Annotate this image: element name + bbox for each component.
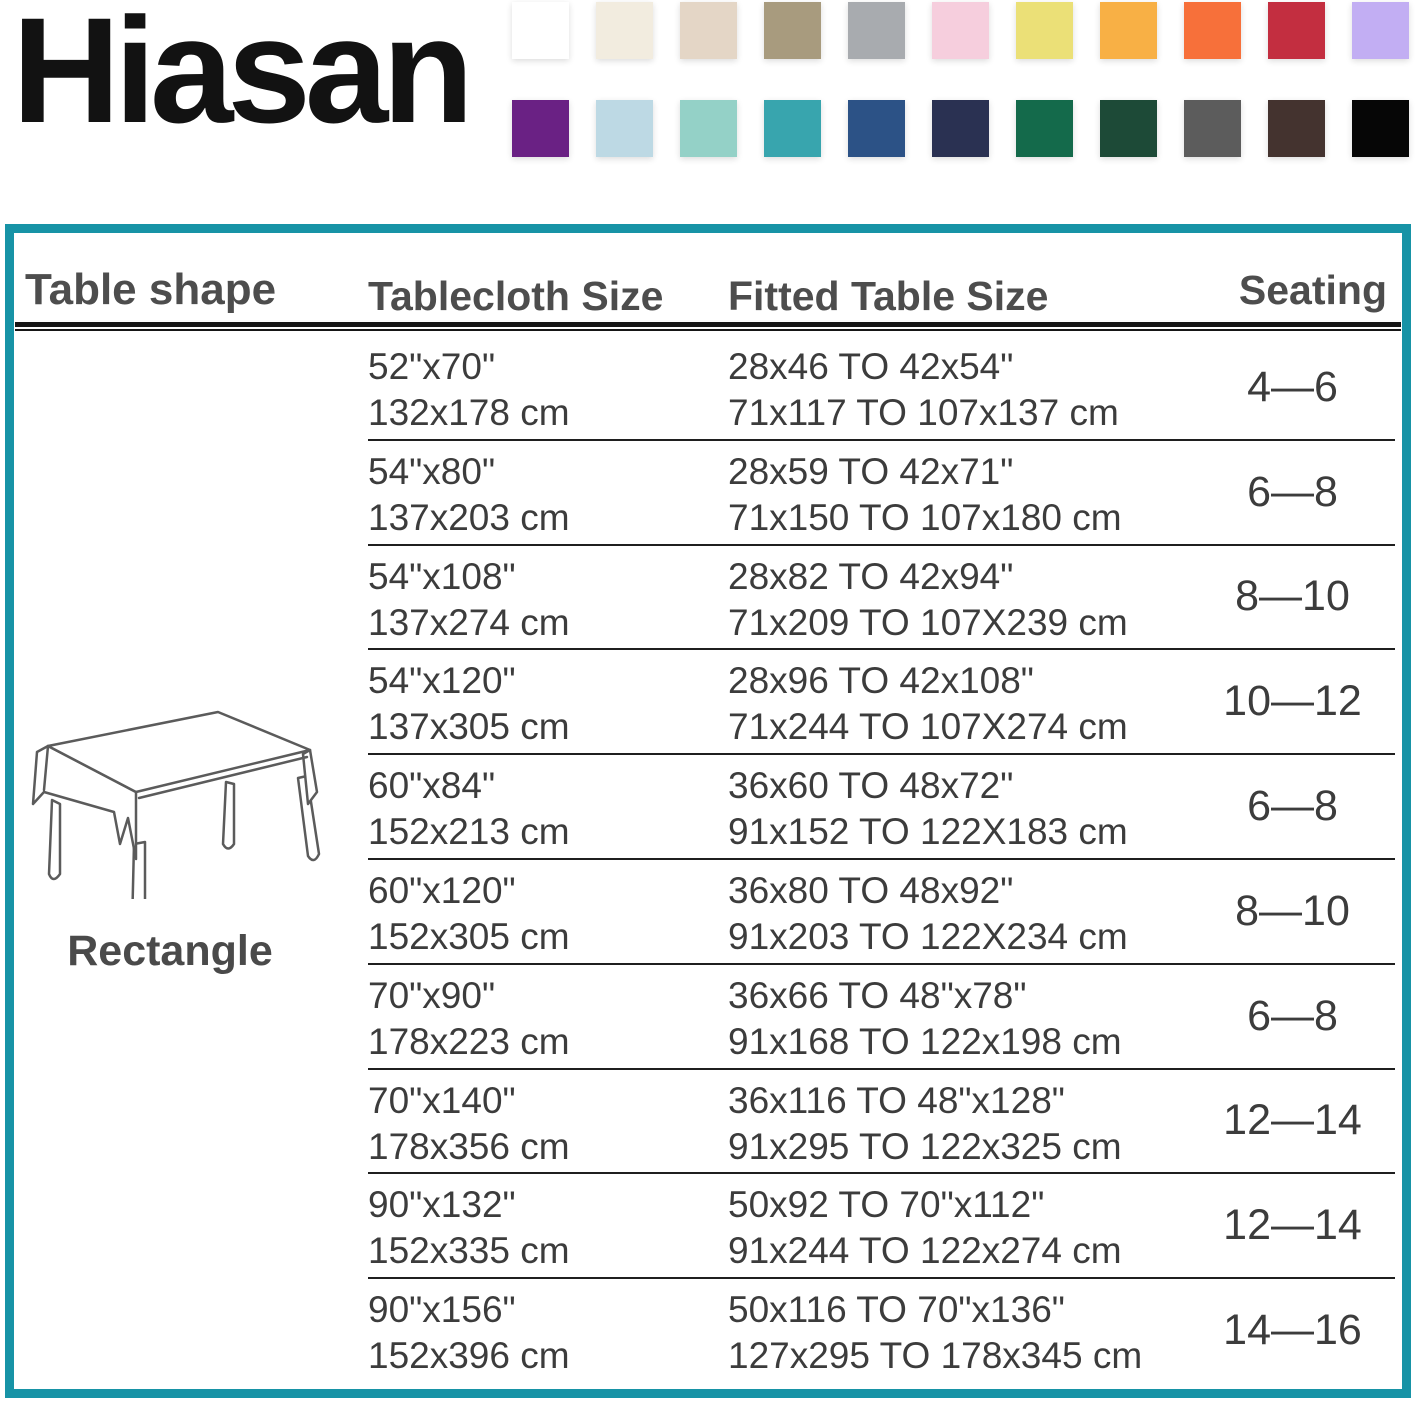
tablecloth-size-inches: 52"x70"	[368, 346, 496, 387]
fitted-size-inches: 36x80 TO 48x92"	[728, 869, 1014, 911]
fitted-size-inches: 36x116 TO 48"x128"	[728, 1079, 1065, 1121]
brand-logo: Hiasan	[12, 0, 468, 154]
tablecloth-size-inches: 70"x140"	[368, 1079, 516, 1121]
size-chart-row	[368, 336, 1395, 441]
color-swatch-dark-green	[1100, 100, 1157, 157]
color-swatch-aqua	[680, 100, 737, 157]
tablecloth-size-inches: 54"x120"	[368, 660, 516, 702]
color-swatch-ivory	[596, 2, 653, 59]
color-swatch-steel-blue	[848, 100, 905, 157]
color-swatch-lavender	[1352, 2, 1409, 59]
fitted-size-inches: 28x82 TO 42x94"	[728, 555, 1014, 597]
fitted-size-cm: 91x203 TO 122X234 cm	[728, 915, 1128, 957]
tablecloth-size-cm: 152x396 cm	[368, 1335, 570, 1377]
fitted-size-cm: 91x168 TO 122x198 cm	[728, 1020, 1122, 1062]
color-swatch-teal	[764, 100, 821, 157]
tablecloth-size-cm: 178x223 cm	[368, 1020, 570, 1062]
color-swatch-yellow	[1016, 2, 1073, 59]
seating-capacity: 6—8	[1247, 782, 1338, 831]
size-chart-row	[368, 1174, 1395, 1279]
color-swatch-light-blue	[596, 100, 653, 157]
tablecloth-size-cm: 152x213 cm	[368, 811, 570, 853]
tablecloth-size-cm: 178x356 cm	[368, 1125, 570, 1167]
color-swatch-grey	[848, 2, 905, 59]
size-chart-row	[368, 965, 1395, 1070]
fitted-size-inches: 28x46 TO 42x54"	[728, 346, 1014, 387]
color-swatch-purple	[512, 100, 569, 157]
seating-capacity: 12—14	[1223, 1096, 1362, 1145]
color-swatch-gold	[1100, 2, 1157, 59]
size-chart-row	[368, 1070, 1395, 1175]
size-chart-row	[368, 860, 1395, 965]
tablecloth-size-cm: 152x335 cm	[368, 1230, 570, 1272]
size-chart-rows	[368, 336, 1395, 1382]
seating-capacity: 4—6	[1247, 362, 1338, 411]
color-swatch-green	[1016, 100, 1073, 157]
seating-capacity: 14—16	[1223, 1306, 1362, 1355]
color-swatch-brown	[1268, 100, 1325, 157]
color-swatch-pink	[932, 2, 989, 59]
fitted-size-inches: 36x66 TO 48"x78"	[728, 974, 1027, 1016]
seating-capacity: 10—12	[1223, 677, 1362, 726]
fitted-size-inches: 36x60 TO 48x72"	[728, 765, 1014, 807]
column-header-seating: Seating	[1238, 267, 1387, 313]
fitted-size-cm: 127x295 TO 178x345 cm	[728, 1335, 1143, 1377]
tablecloth-size-cm: 137x274 cm	[368, 601, 570, 643]
size-chart-row	[368, 755, 1395, 860]
color-swatch-grid	[512, 2, 1409, 157]
fitted-size-cm: 71x244 TO 107X274 cm	[728, 706, 1128, 748]
size-chart-row	[368, 650, 1395, 755]
tablecloth-size-inches: 90"x132"	[368, 1184, 516, 1226]
tablecloth-size-inches: 60"x84"	[368, 765, 496, 807]
color-swatch-taupe	[764, 2, 821, 59]
tablecloth-size-cm: 137x203 cm	[368, 496, 570, 538]
fitted-size-cm: 71x209 TO 107X239 cm	[728, 601, 1128, 643]
header-divider	[15, 322, 1401, 331]
tablecloth-size-cm: 137x305 cm	[368, 706, 570, 748]
table-shape-label: Rectangle	[67, 927, 273, 975]
color-swatch-dark-grey	[1184, 100, 1241, 157]
column-header-fitted-table-size: Fitted Table Size	[728, 273, 1049, 319]
seating-capacity: 6—8	[1247, 467, 1338, 516]
seating-capacity: 6—8	[1247, 991, 1338, 1040]
seating-capacity: 8—10	[1235, 572, 1350, 621]
fitted-size-cm: 91x244 TO 122x274 cm	[728, 1230, 1122, 1272]
color-swatch-black	[1352, 100, 1409, 157]
fitted-size-cm: 71x150 TO 107x180 cm	[728, 496, 1122, 538]
tablecloth-size-inches: 54"x108"	[368, 555, 516, 597]
color-swatch-white	[512, 2, 569, 59]
tablecloth-size-inches: 54"x80"	[368, 450, 496, 492]
seating-capacity: 8—10	[1235, 886, 1350, 935]
tablecloth-size-inches: 70"x90"	[368, 974, 496, 1016]
fitted-size-inches: 50x116 TO 70"x136"	[728, 1289, 1065, 1331]
size-chart-row	[368, 1279, 1395, 1382]
column-header-table-shape: Table shape	[25, 265, 277, 314]
fitted-size-cm: 71x117 TO 107x137 cm	[728, 392, 1119, 433]
size-chart-row	[368, 546, 1395, 651]
tablecloth-size-cm: 152x305 cm	[368, 915, 570, 957]
fitted-size-inches: 50x92 TO 70"x112"	[728, 1184, 1045, 1226]
size-chart-row	[368, 441, 1395, 546]
color-swatch-red	[1268, 2, 1325, 59]
fitted-size-inches: 28x59 TO 42x71"	[728, 450, 1014, 492]
rectangle-table-icon	[18, 694, 328, 899]
fitted-size-cm: 91x295 TO 122x325 cm	[728, 1125, 1122, 1167]
color-swatch-beige	[680, 2, 737, 59]
fitted-size-inches: 28x96 TO 42x108"	[728, 660, 1034, 702]
fitted-size-cm: 91x152 TO 122X183 cm	[728, 811, 1128, 853]
color-swatch-orange	[1184, 2, 1241, 59]
tablecloth-size-inches: 60"x120"	[368, 869, 516, 911]
color-swatch-navy	[932, 100, 989, 157]
tablecloth-size-cm: 132x178 cm	[368, 392, 570, 433]
tablecloth-size-inches: 90"x156"	[368, 1289, 516, 1331]
seating-capacity: 12—14	[1223, 1201, 1362, 1250]
column-header-tablecloth-size: Tablecloth Size	[368, 273, 664, 319]
